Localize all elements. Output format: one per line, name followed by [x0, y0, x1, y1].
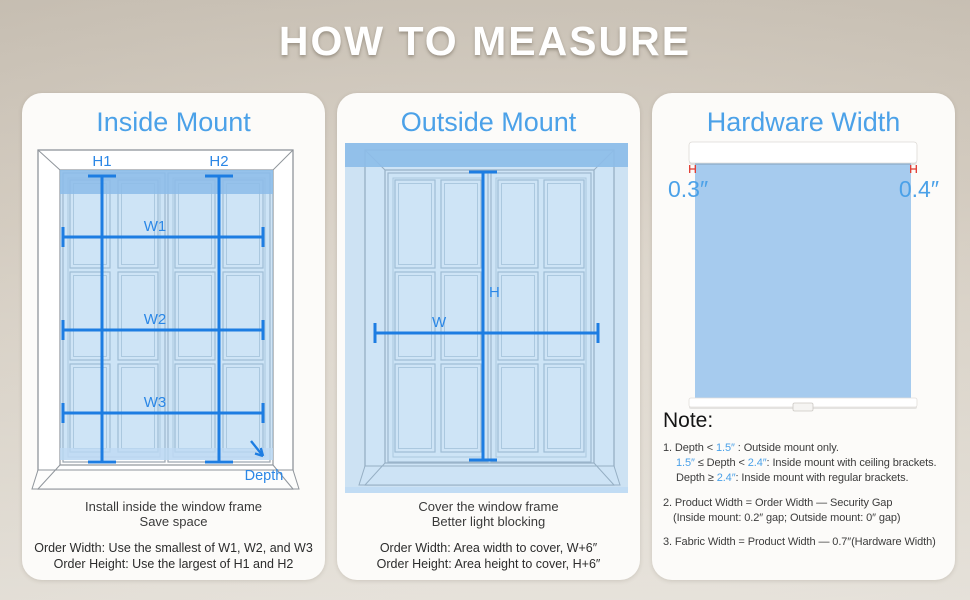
note-heading: Note:: [663, 409, 714, 432]
order-height-rule: Order Height: Use the largest of H1 and H2: [53, 556, 294, 571]
label-h1: H1: [92, 153, 112, 170]
note-text: 3. Fabric Width = Product Width — 0.7″(Hardware Width): [663, 535, 936, 548]
note-section: [663, 409, 948, 559]
note-item-product-width: [663, 496, 948, 526]
caption-line: Install inside the window frame: [84, 499, 263, 514]
caption-line: Save space: [139, 514, 208, 530]
hardware-width-diagram: [652, 135, 955, 420]
label-w3: W3: [143, 394, 167, 411]
note-text: 2. Product Width = Order Width — Security Gap: [663, 496, 893, 509]
shade-overlay: [60, 170, 273, 460]
gap-right-label: 0.4″: [898, 176, 939, 202]
note-item-fabric-width: [663, 535, 948, 550]
order-height-rule: Order Height: Area height to cover, H+6″: [376, 556, 601, 571]
panel-hardware-width: [652, 93, 955, 580]
outside-mount-title: Outside Mount: [400, 107, 577, 137]
note-value: 1.5″: [676, 457, 695, 470]
note-text: : Outside mount only.: [734, 442, 839, 454]
note-text: (Inside mount: 0.2″ gap; Outside mount: 0″ gap): [673, 511, 901, 524]
shade-fabric: [695, 161, 911, 399]
label-depth: Depth: [244, 468, 284, 484]
note-value: 2.4″: [747, 457, 767, 470]
outside-mount-order-rules: [337, 541, 640, 572]
outside-mount-window-diagram: [337, 140, 640, 498]
outside-mount-caption: [337, 499, 640, 530]
label-h2: H2: [209, 153, 229, 170]
inside-mount-caption: [22, 499, 325, 530]
label-w2: W2: [143, 311, 167, 328]
note-value: 1.5″: [716, 442, 735, 454]
note-value: 2.4″: [716, 472, 736, 485]
note-text: Depth ≥: [676, 472, 717, 485]
panel-inside-mount: [22, 93, 325, 580]
gap-left-label: 0.3″: [668, 176, 709, 202]
inside-mount-title: Inside Mount: [96, 107, 251, 137]
hardware-width-title: Hardware Width: [706, 107, 901, 137]
note-text: ≤ Depth <: [694, 457, 748, 470]
panel-outside-mount: [337, 93, 640, 580]
caption-line: Cover the window frame: [418, 499, 559, 514]
label-w: W: [432, 314, 447, 331]
order-width-rule: Order Width: Use the smallest of W1, W2, and W3: [34, 541, 313, 555]
inside-mount-order-rules: [22, 541, 325, 572]
order-width-rule: Order Width: Area width to cover, W+6″: [379, 541, 598, 555]
label-h: H: [489, 284, 500, 301]
label-w1: W1: [143, 218, 167, 235]
hardware-bar: [689, 142, 917, 165]
note-item-depth: [663, 441, 948, 487]
note-text: 1. Depth <: [663, 442, 717, 454]
note-text: : Inside mount with regular brackets.: [735, 472, 909, 485]
shade-overlay: [345, 143, 628, 493]
caption-line: Better light blocking: [431, 514, 546, 530]
inside-mount-window-diagram: [22, 148, 325, 500]
note-text: : Inside mount with ceiling brackets.: [766, 457, 937, 470]
page-title: HOW TO MEASURE: [278, 18, 692, 64]
